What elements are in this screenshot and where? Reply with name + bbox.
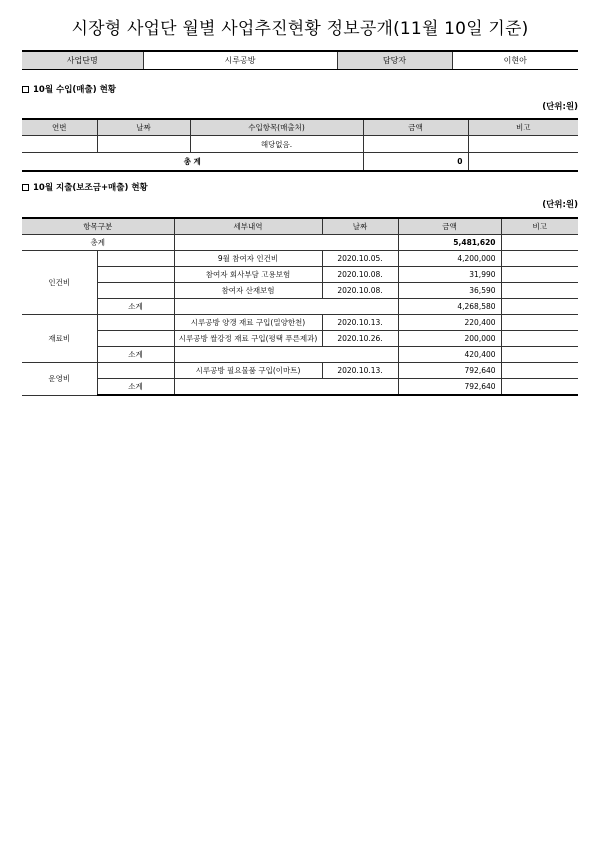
expense-heading-text: 10월 지출(보조금+매출) 현황 [33,183,148,193]
expense-amount: 200,000 [398,331,501,347]
expense-table [22,217,578,396]
empty-cell [174,347,398,363]
income-table [22,118,578,172]
expense-note [501,251,578,267]
table-row [22,251,578,267]
income-header-row [22,119,578,136]
expense-note [501,283,578,299]
income-no [22,136,97,153]
income-total-label: 총 계 [22,153,363,172]
expense-detail: 참여자 회사부담 고용보험 [174,267,322,283]
empty-cell [97,315,174,331]
table-row [22,363,578,379]
unit-name-label: 사업단명 [22,51,143,70]
expense-heading [22,182,148,194]
unit-name-value: 시루공방 [143,51,337,70]
income-note [468,136,578,153]
category-cell: 인건비 [22,251,97,315]
expense-unit-label: (단위:원) [542,200,578,210]
expense-note [501,267,578,283]
income-heading [22,84,116,96]
income-amount [363,136,468,153]
income-unit-label: (단위:원) [542,102,578,112]
manager-value: 이현아 [452,51,578,70]
expense-note [501,347,578,363]
expense-detail: 9월 참여자 인건비 [174,251,322,267]
expense-date: 2020.10.08. [322,267,398,283]
empty-cell [97,267,174,283]
empty-cell [174,235,398,251]
grand-total-label: 총계 [22,235,174,251]
expense-detail: 참여자 산재보험 [174,283,322,299]
page-title: 시장형 사업단 월별 사업추진현황 정보공개(11월 10일 기준) [71,19,529,39]
expense-note [501,363,578,379]
manager-label: 담당자 [337,51,452,70]
income-total-amount: 0 [363,153,468,172]
expense-detail: 시루공방 쌀강정 재료 구입(평택 푸른제과) [174,331,322,347]
income-heading-text: 10월 수입(매출) 현황 [33,85,116,95]
empty-cell [97,363,174,379]
table-row [22,283,578,299]
expense-amount: 4,200,000 [398,251,501,267]
table-row [22,315,578,331]
expense-date: 2020.10.08. [322,283,398,299]
subtotal-amount: 792,640 [398,379,501,396]
column-header: 항목구분 [22,218,174,235]
expense-date: 2020.10.13. [322,363,398,379]
income-item: 해당없음. [190,136,363,153]
expense-note [501,379,578,396]
table-row [22,331,578,347]
expense-detail: 시루공방 필요물품 구입(이마트) [174,363,322,379]
square-bullet-icon [22,86,29,93]
subtotal-row [22,347,578,363]
income-total-note [468,153,578,172]
expense-amount: 36,590 [398,283,501,299]
expense-note [501,299,578,315]
subtotal-row [22,299,578,315]
subtotal-label: 소계 [97,299,174,315]
column-header: 금액 [363,119,468,136]
table-row [22,136,578,153]
category-cell: 운영비 [22,363,97,396]
subtotal-label: 소계 [97,379,174,396]
column-header: 연번 [22,119,97,136]
grand-total-row [22,235,578,251]
income-total-row [22,153,578,172]
subtotal-amount: 4,268,580 [398,299,501,315]
expense-note [501,315,578,331]
empty-cell [174,299,398,315]
empty-cell [97,331,174,347]
column-header: 날짜 [97,119,190,136]
grand-total-amount: 5,481,620 [398,235,501,251]
expense-header-row [22,218,578,235]
expense-date: 2020.10.13. [322,315,398,331]
column-header: 수입항목(매출처) [190,119,363,136]
column-header: 비고 [468,119,578,136]
expense-amount: 220,400 [398,315,501,331]
square-bullet-icon [22,184,29,191]
subtotal-label: 소계 [97,347,174,363]
column-header: 날짜 [322,218,398,235]
column-header: 금액 [398,218,501,235]
info-table [22,50,578,70]
table-row [22,267,578,283]
category-cell: 재료비 [22,315,97,363]
empty-cell [97,283,174,299]
income-date [97,136,190,153]
column-header: 비고 [501,218,578,235]
empty-cell [97,251,174,267]
info-row [22,51,578,70]
empty-cell [501,235,578,251]
expense-note [501,331,578,347]
expense-date: 2020.10.05. [322,251,398,267]
expense-date: 2020.10.26. [322,331,398,347]
subtotal-row [22,379,578,396]
subtotal-amount: 420,400 [398,347,501,363]
expense-detail: 시루공방 양갱 재료 구입(밀양한천) [174,315,322,331]
expense-amount: 31,990 [398,267,501,283]
column-header: 세부내역 [174,218,322,235]
expense-amount: 792,640 [398,363,501,379]
empty-cell [174,379,398,396]
